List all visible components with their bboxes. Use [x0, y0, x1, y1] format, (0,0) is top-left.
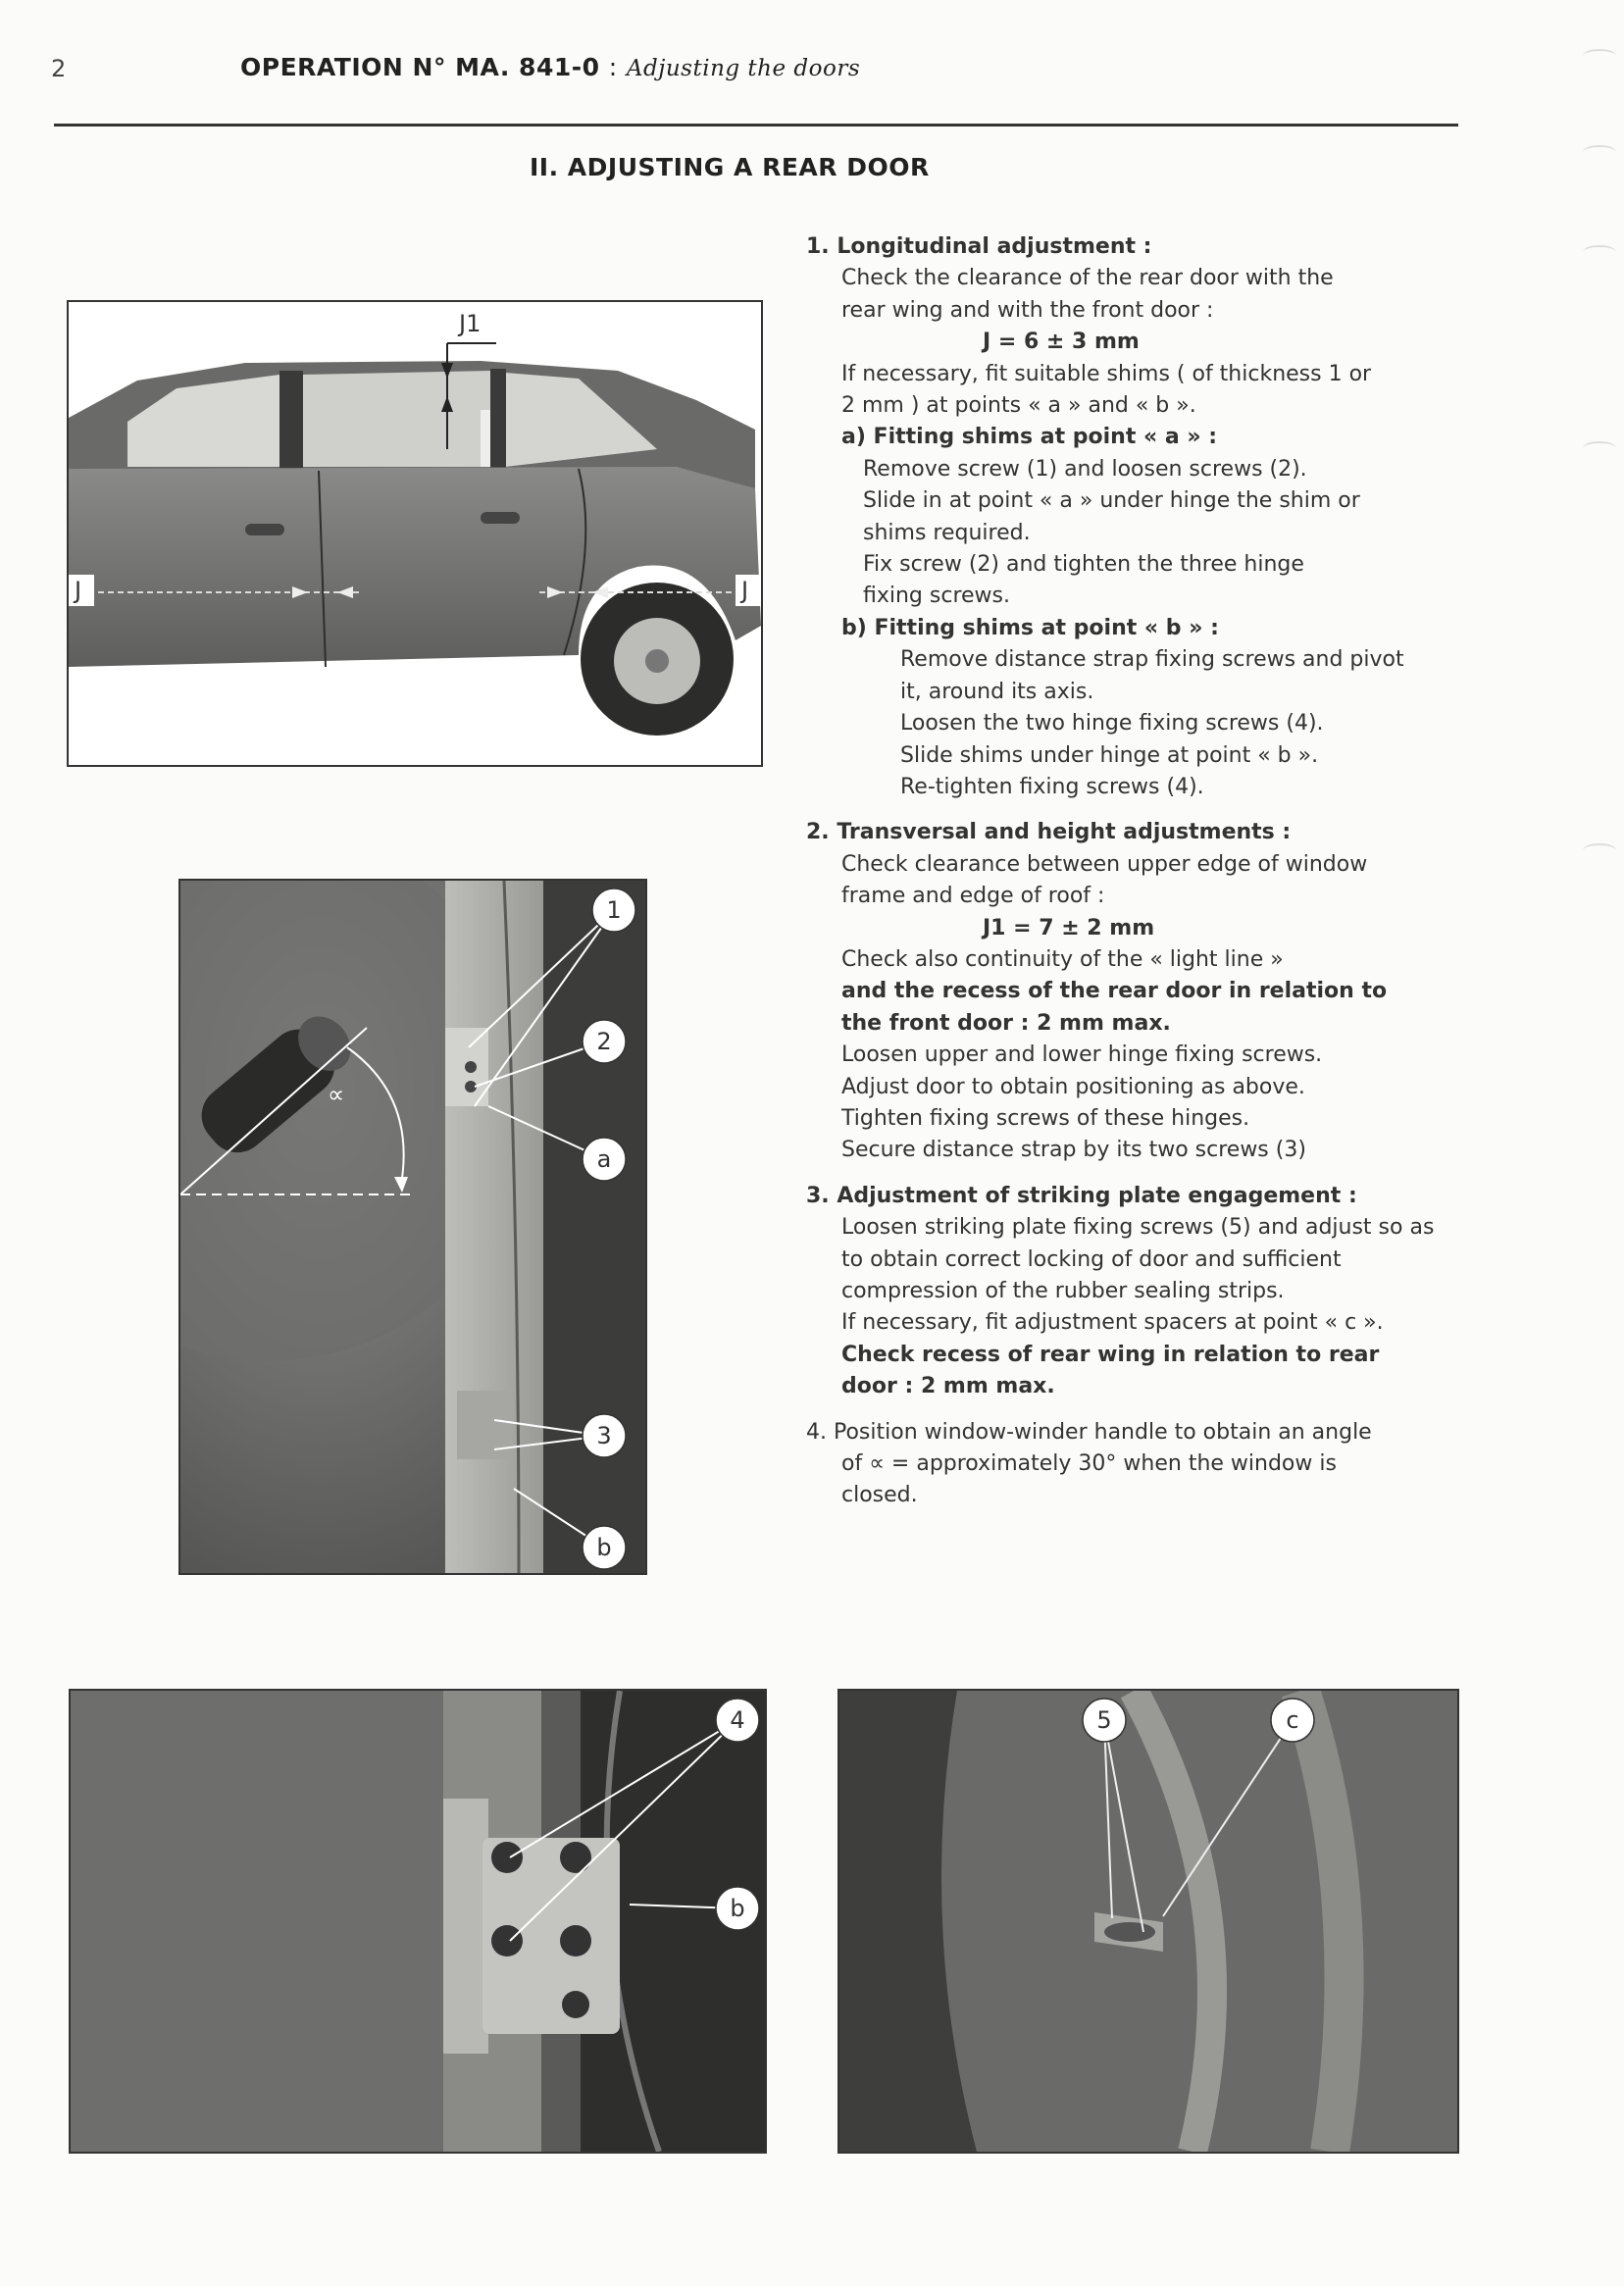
label-j1: J1 [459, 310, 482, 337]
text-line: Check clearance between upper edge of window [841, 851, 1368, 877]
callout-a [583, 1138, 626, 1181]
text-line: closed. [841, 1483, 918, 1508]
tolerance-j: J = 6 ± 3 mm [983, 330, 1140, 355]
margin-mark [1583, 49, 1616, 63]
svg-text:4: 4 [730, 1706, 745, 1734]
margin-mark [1583, 145, 1616, 159]
svg-text:b: b [596, 1534, 612, 1561]
text-line: Check the clearance of the rear door with the [841, 266, 1334, 291]
text-line: Tighten fixing screws of these hinges. [841, 1105, 1250, 1131]
sub-step-b-heading: b) Fitting shims at point « b » : [841, 615, 1219, 640]
callout-5 [1083, 1699, 1126, 1742]
margin-mark [1583, 441, 1616, 455]
header-rule [54, 124, 1458, 127]
text-line: Loosen upper and lower hinge fixing screws. [841, 1042, 1323, 1068]
text-line: Remove screw (1) and loosen screws (2). [863, 456, 1307, 482]
text-line: door : 2 mm max. [841, 1374, 1055, 1399]
text-line: Slide in at point « a » under hinge the shim or [863, 488, 1360, 514]
label-alpha: ∝ [328, 1081, 345, 1108]
text-line: rear wing and with the front door : [841, 297, 1214, 323]
svg-text:5: 5 [1096, 1706, 1112, 1734]
lower-hinge-figure [69, 1689, 767, 2154]
callout-b [583, 1526, 626, 1569]
label-j-left: J [75, 577, 82, 604]
callout-4 [716, 1699, 759, 1742]
svg-text:2: 2 [596, 1028, 612, 1055]
page-number: 2 [51, 55, 67, 82]
hinge-detail-figure [178, 879, 647, 1575]
operation-number: OPERATION N° MA. 841-0 [240, 53, 600, 81]
text-line: Loosen the two hinge fixing screws (4). [900, 711, 1324, 737]
striking-plate-figure [837, 1689, 1459, 2154]
text-line: Slide shims under hinge at point « b ». [900, 742, 1319, 768]
margin-mark [1583, 245, 1616, 259]
svg-text:b: b [730, 1895, 745, 1922]
text-line: Check also continuity of the « light line » [841, 946, 1284, 972]
sub-step-a-heading: a) Fitting shims at point « a » : [841, 425, 1218, 450]
text-line: Check recess of rear wing in relation to rear [841, 1342, 1380, 1367]
text-line: the front door : 2 mm max. [841, 1010, 1171, 1036]
text-line: frame and edge of roof : [841, 884, 1105, 909]
text-line: Re-tighten fixing screws (4). [900, 774, 1204, 799]
svg-text:a: a [596, 1145, 612, 1173]
text-line: Adjust door to obtain positioning as above. [841, 1074, 1305, 1099]
text-line: Loosen striking plate fixing screws (5) and adjust so as [841, 1215, 1435, 1241]
page-header [240, 53, 860, 81]
header-subtitle: Adjusting the doors [626, 56, 861, 81]
text-line: and the recess of the rear door in relation to [841, 979, 1388, 1004]
text-line: Fix screw (2) and tighten the three hinge [863, 552, 1304, 578]
c-pillar [490, 369, 506, 469]
svg-text:3: 3 [596, 1422, 612, 1449]
tolerance-j1: J1 = 7 ± 2 mm [983, 915, 1155, 940]
text-line: to obtain correct locking of door and sufficient [841, 1246, 1342, 1272]
text-line: Secure distance strap by its two screws (3) [841, 1138, 1306, 1163]
text-line: If necessary, fit suitable shims ( of thickness 1 or [841, 361, 1372, 386]
margin-mark [1583, 843, 1616, 857]
text-line: If necessary, fit adjustment spacers at point « c ». [841, 1310, 1384, 1336]
callout-1 [592, 889, 635, 932]
step-2-heading: 2. Transversal and height adjustments : [806, 820, 1292, 845]
text-line: 2 mm ) at points « a » and « b ». [841, 393, 1196, 419]
header-separator: : [608, 53, 618, 81]
text-line: of ∝ = approximately 30° when the window is [841, 1451, 1337, 1477]
svg-text:1: 1 [606, 896, 622, 924]
text-line: compression of the rubber sealing strips. [841, 1279, 1285, 1303]
step-4-heading: 4. Position window-winder handle to obtain an angle [806, 1419, 1372, 1445]
callout-3 [583, 1414, 626, 1457]
car-side-figure [67, 300, 763, 767]
text-line: it, around its axis. [900, 679, 1094, 704]
step-1-heading: 1. Longitudinal adjustment : [806, 234, 1152, 259]
instructions [806, 231, 1512, 1512]
callout-b [716, 1887, 759, 1930]
svg-text:c: c [1286, 1706, 1299, 1734]
callout-c [1271, 1699, 1314, 1742]
section-title: II. ADJUSTING A REAR DOOR [530, 153, 930, 181]
b-pillar [279, 371, 303, 473]
text-line: Remove distance strap fixing screws and pivot [900, 647, 1404, 673]
label-j-right: J [741, 577, 749, 604]
text-line: shims required. [863, 520, 1031, 545]
step-3-heading: 3. Adjustment of striking plate engagement : [806, 1183, 1357, 1208]
callout-2 [583, 1020, 626, 1063]
text-line: fixing screws. [863, 584, 1010, 609]
